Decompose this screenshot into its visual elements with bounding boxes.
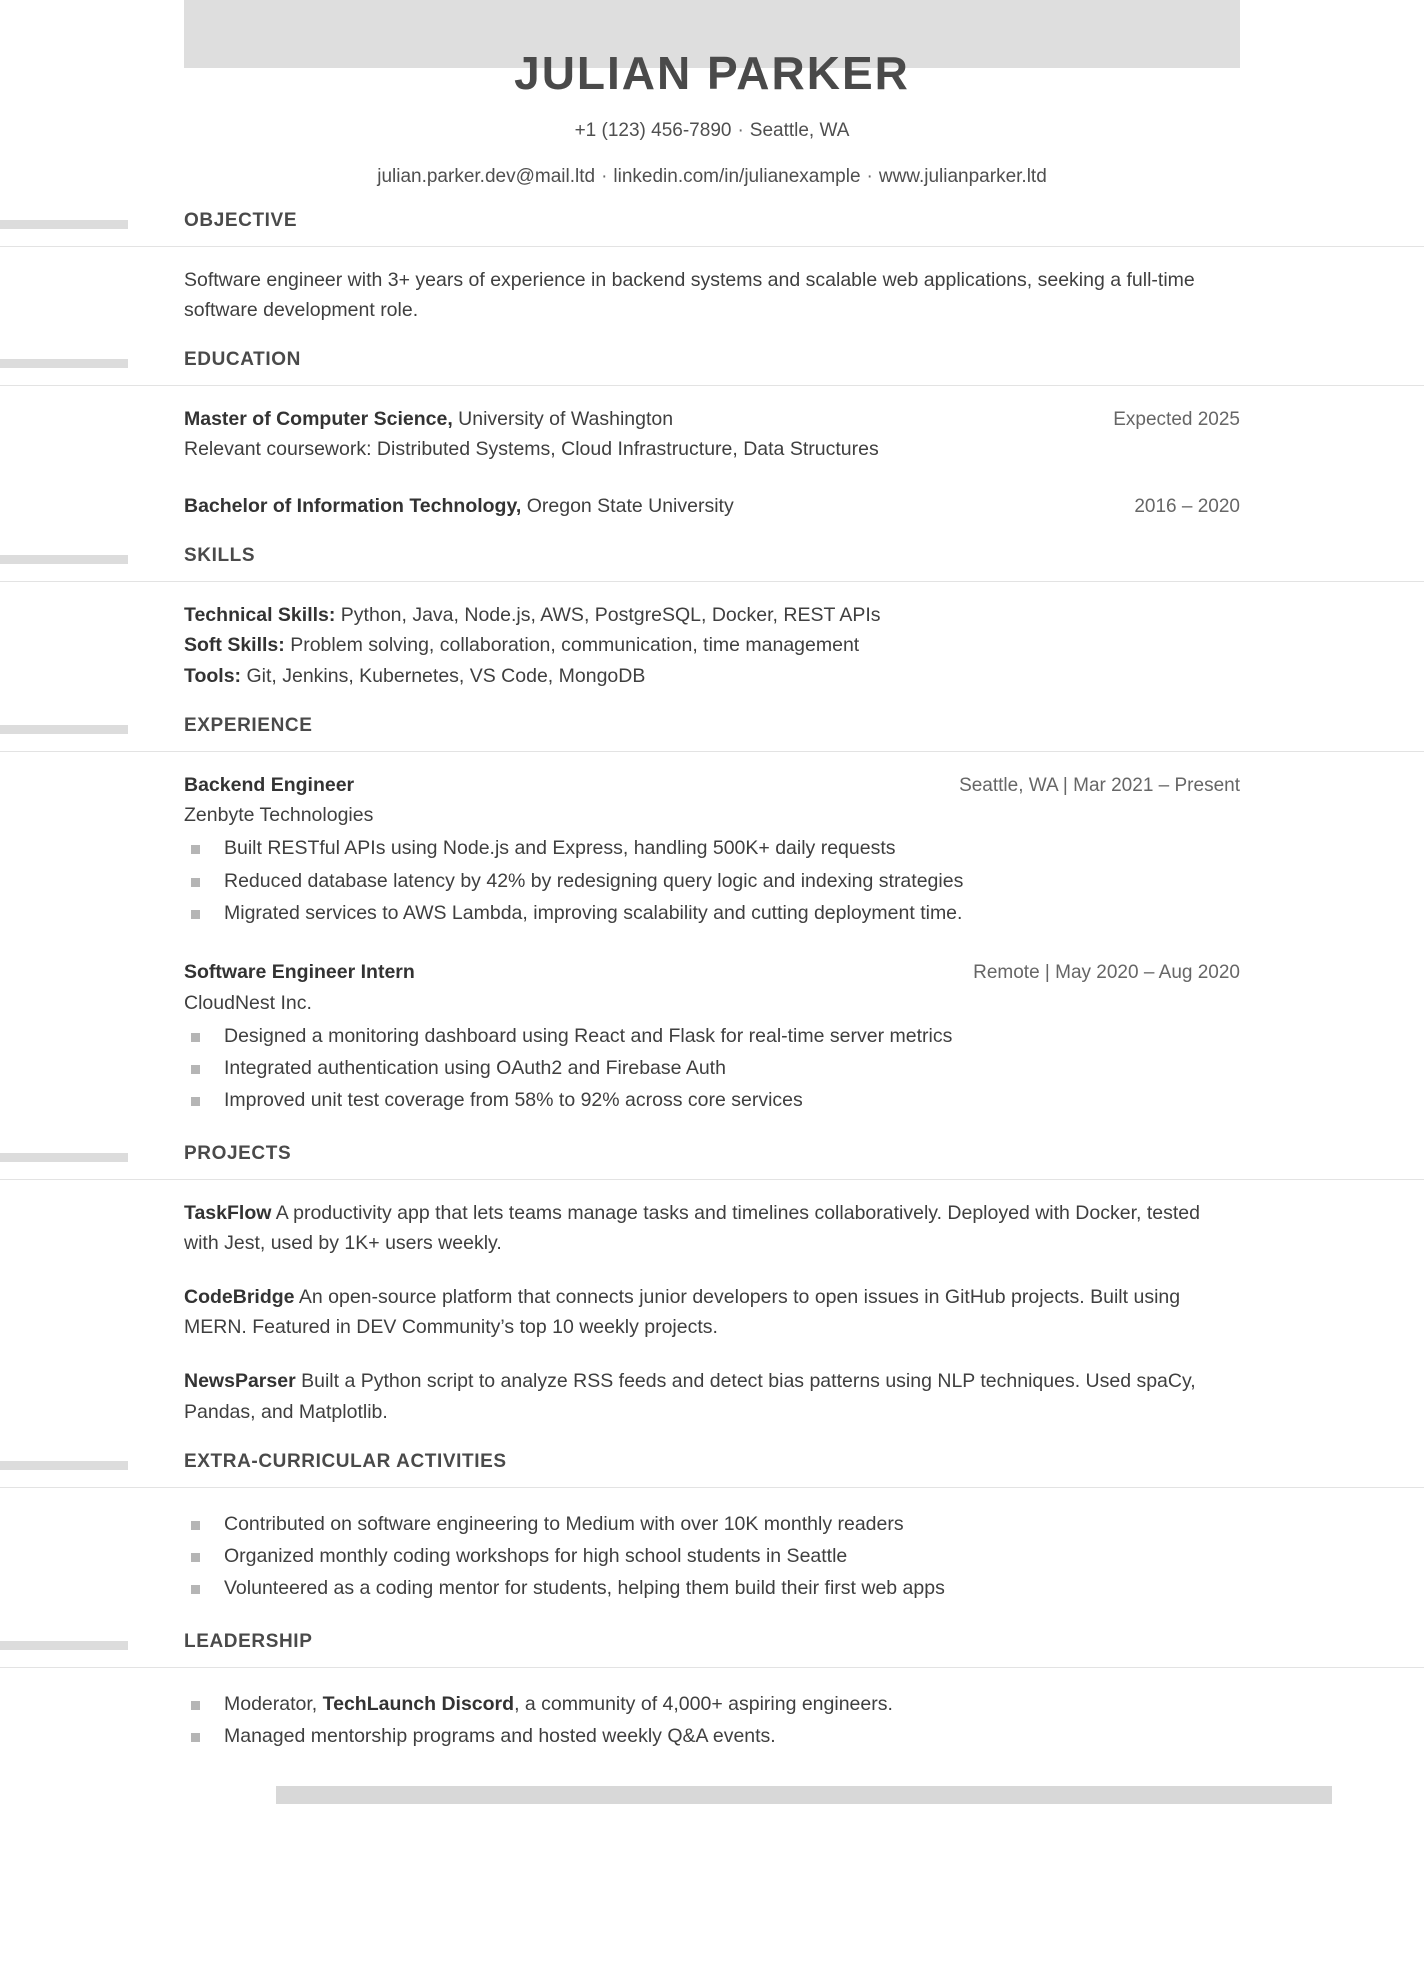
list-item (184, 1022, 1240, 1051)
list-item (184, 1542, 1240, 1571)
education-degree: Bachelor of Information Technology, (184, 494, 522, 517)
bullet-square-icon (191, 1521, 200, 1530)
bullet-text: Contributed on software engineering to Medium with over 10K monthly readers (224, 1512, 904, 1535)
spacer (184, 931, 1240, 957)
list-item (184, 1054, 1240, 1083)
project-text: A productivity app that lets teams manage tasks and timelines collaboratively. Deployed with Docker, tested with Jest, used by 1K+ users weekly. (184, 1201, 1200, 1254)
extracurricular-bullets (184, 1510, 1240, 1604)
section-heading-skills (0, 543, 1424, 577)
section-extracurricular (0, 1449, 1424, 1613)
project-text: An open-source platform that connects junior developers to open issues in GitHub projects. Built using MERN. Featured in DEV Community’s top 10 weekly projects. (184, 1286, 1181, 1339)
bullet-text: Integrated authentication using OAuth2 and Firebase Auth (224, 1057, 726, 1080)
dot-separator-icon: · (866, 166, 873, 188)
section-heading-education (0, 347, 1424, 381)
skills-value: Problem solving, collaboration, communication, time management (290, 634, 860, 657)
bullet-square-icon (191, 1553, 200, 1562)
project-entry (184, 1198, 1240, 1258)
spacer (184, 465, 1240, 491)
email-link[interactable]: julian.parker.dev@mail.ltd (377, 166, 596, 188)
skills-label: Tools: (184, 664, 242, 687)
experience-entry (184, 770, 1240, 928)
heading-rule (0, 1153, 128, 1162)
section-projects (0, 1141, 1424, 1433)
skills-row (184, 661, 1240, 691)
section-skills (0, 543, 1424, 697)
bullet-square-icon (191, 1033, 200, 1042)
bullet-square-icon (191, 910, 200, 919)
education-entry (184, 404, 1240, 465)
experience-company: CloudNest Inc. (184, 991, 312, 1014)
experience-role: Backend Engineer (184, 773, 355, 796)
section-title: OBJECTIVE (184, 209, 298, 231)
skills-label: Technical Skills: (184, 604, 336, 627)
list-item (184, 834, 1240, 863)
experience-bullets (184, 1022, 1240, 1116)
list-item (184, 899, 1240, 928)
section-title: LEADERSHIP (184, 1630, 313, 1652)
experience-bullets (184, 834, 1240, 928)
extracurricular-body (0, 1488, 1424, 1613)
project-name: TaskFlow (184, 1201, 272, 1224)
dot-separator-icon: · (737, 119, 744, 141)
bullet-square-icon (191, 845, 200, 854)
contact-line-secondary (0, 163, 1424, 192)
section-experience (0, 713, 1424, 1125)
list-item (184, 1574, 1240, 1603)
footer-band (276, 1786, 1332, 1804)
leadership-body (0, 1668, 1424, 1761)
heading-rule (0, 1641, 128, 1650)
skills-row (184, 630, 1240, 660)
location-text: Seattle, WA (749, 119, 850, 141)
heading-rule (0, 359, 128, 368)
project-name: CodeBridge (184, 1286, 295, 1309)
bullet-text: Migrated services to AWS Lambda, improving scalability and cutting deployment time. (224, 901, 963, 924)
section-heading-projects (0, 1141, 1424, 1175)
experience-meta: Seattle, WA | Mar 2021 – Present (959, 774, 1240, 796)
page-title: JULIAN PARKER (514, 47, 910, 99)
objective-text: Software engineer with 3+ years of experience in backend systems and scalable web applications, seeking a full-time software development role. (184, 268, 1195, 321)
bullet-text: Improved unit test coverage from 58% to 92% across core services (224, 1089, 803, 1112)
education-body (0, 386, 1424, 527)
bullet-square-icon (191, 1065, 200, 1074)
education-date: 2016 – 2020 (1134, 495, 1240, 517)
objective-body (0, 247, 1424, 331)
education-entry (184, 491, 1240, 521)
website-link[interactable]: www.julianparker.ltd (878, 166, 1047, 188)
list-item (184, 867, 1240, 896)
contact-line-primary (0, 117, 1424, 146)
heading-rule (0, 725, 128, 734)
section-heading-objective (0, 208, 1424, 242)
skills-body (0, 582, 1424, 697)
education-school: Oregon State University (526, 494, 734, 517)
skills-value: Python, Java, Node.js, AWS, PostgreSQL, Docker, REST APIs (340, 604, 881, 627)
bullet-text-prefix: Managed mentorship programs and hosted weekly Q&A events. (224, 1724, 776, 1747)
section-leadership (0, 1629, 1424, 1761)
list-item (184, 1722, 1240, 1751)
project-entry (184, 1366, 1240, 1426)
skills-value: Git, Jenkins, Kubernetes, VS Code, MongoDB (246, 664, 646, 687)
bullet-square-icon (191, 1585, 200, 1594)
education-degree: Master of Computer Science, (184, 408, 453, 431)
bullet-text: Volunteered as a coding mentor for students, helping them build their first web apps (224, 1577, 945, 1600)
section-title: EXPERIENCE (184, 714, 313, 736)
heading-rule (0, 1461, 128, 1470)
resume-header (0, 0, 1424, 192)
heading-rule (0, 555, 128, 564)
section-title: EDUCATION (184, 349, 301, 371)
bullet-text-suffix: , a community of 4,000+ aspiring engineers. (514, 1692, 893, 1715)
education-date: Expected 2025 (1113, 409, 1240, 431)
section-title: SKILLS (184, 545, 256, 567)
bullet-text-bold: TechLaunch Discord (322, 1692, 515, 1715)
section-heading-experience (0, 713, 1424, 747)
bullet-square-icon (191, 1733, 200, 1742)
bullet-square-icon (191, 1701, 200, 1710)
heading-rule (0, 220, 128, 229)
experience-role: Software Engineer Intern (184, 961, 415, 984)
skills-label: Soft Skills: (184, 634, 285, 657)
bullet-text: Organized monthly coding workshops for high school students in Seattle (224, 1545, 848, 1568)
list-item (184, 1510, 1240, 1539)
phone-text: +1 (123) 456-7890 (574, 119, 732, 141)
education-detail: Relevant coursework: Distributed Systems, Cloud Infrastructure, Data Structures (184, 438, 879, 461)
experience-meta: Remote | May 2020 – Aug 2020 (973, 962, 1240, 984)
list-item (184, 1086, 1240, 1115)
list-item (184, 1690, 1240, 1719)
section-heading-leadership (0, 1629, 1424, 1663)
section-education (0, 347, 1424, 527)
project-name: NewsParser (184, 1370, 296, 1393)
linkedin-link[interactable]: linkedin.com/in/julianexample (613, 166, 861, 188)
section-objective (0, 208, 1424, 331)
bullet-square-icon (191, 878, 200, 887)
bullet-text: Reduced database latency by 42% by redesigning query logic and indexing strategies (224, 869, 964, 892)
experience-body (0, 752, 1424, 1125)
projects-body (0, 1180, 1424, 1433)
project-text: Built a Python script to analyze RSS feeds and detect bias patterns using NLP techniques. Used spaCy, Pandas, and Matplotlib. (184, 1370, 1196, 1423)
experience-entry (184, 957, 1240, 1115)
footer-wrap (0, 1786, 1424, 1804)
bullet-text-prefix: Moderator, (224, 1692, 323, 1715)
experience-company: Zenbyte Technologies (184, 804, 374, 827)
leadership-bullets (184, 1690, 1240, 1752)
dot-separator-icon: · (601, 166, 608, 188)
bullet-square-icon (191, 1097, 200, 1106)
project-entry (184, 1282, 1240, 1342)
skills-row (184, 600, 1240, 630)
section-heading-extracurricular (0, 1449, 1424, 1483)
bullet-text: Designed a monitoring dashboard using React and Flask for real-time server metrics (224, 1024, 953, 1047)
section-title: PROJECTS (184, 1142, 292, 1164)
bullet-text: Built RESTful APIs using Node.js and Express, handling 500K+ daily requests (224, 837, 896, 860)
section-title: EXTRA-CURRICULAR ACTIVITIES (184, 1450, 507, 1472)
education-school: University of Washington (458, 408, 674, 431)
